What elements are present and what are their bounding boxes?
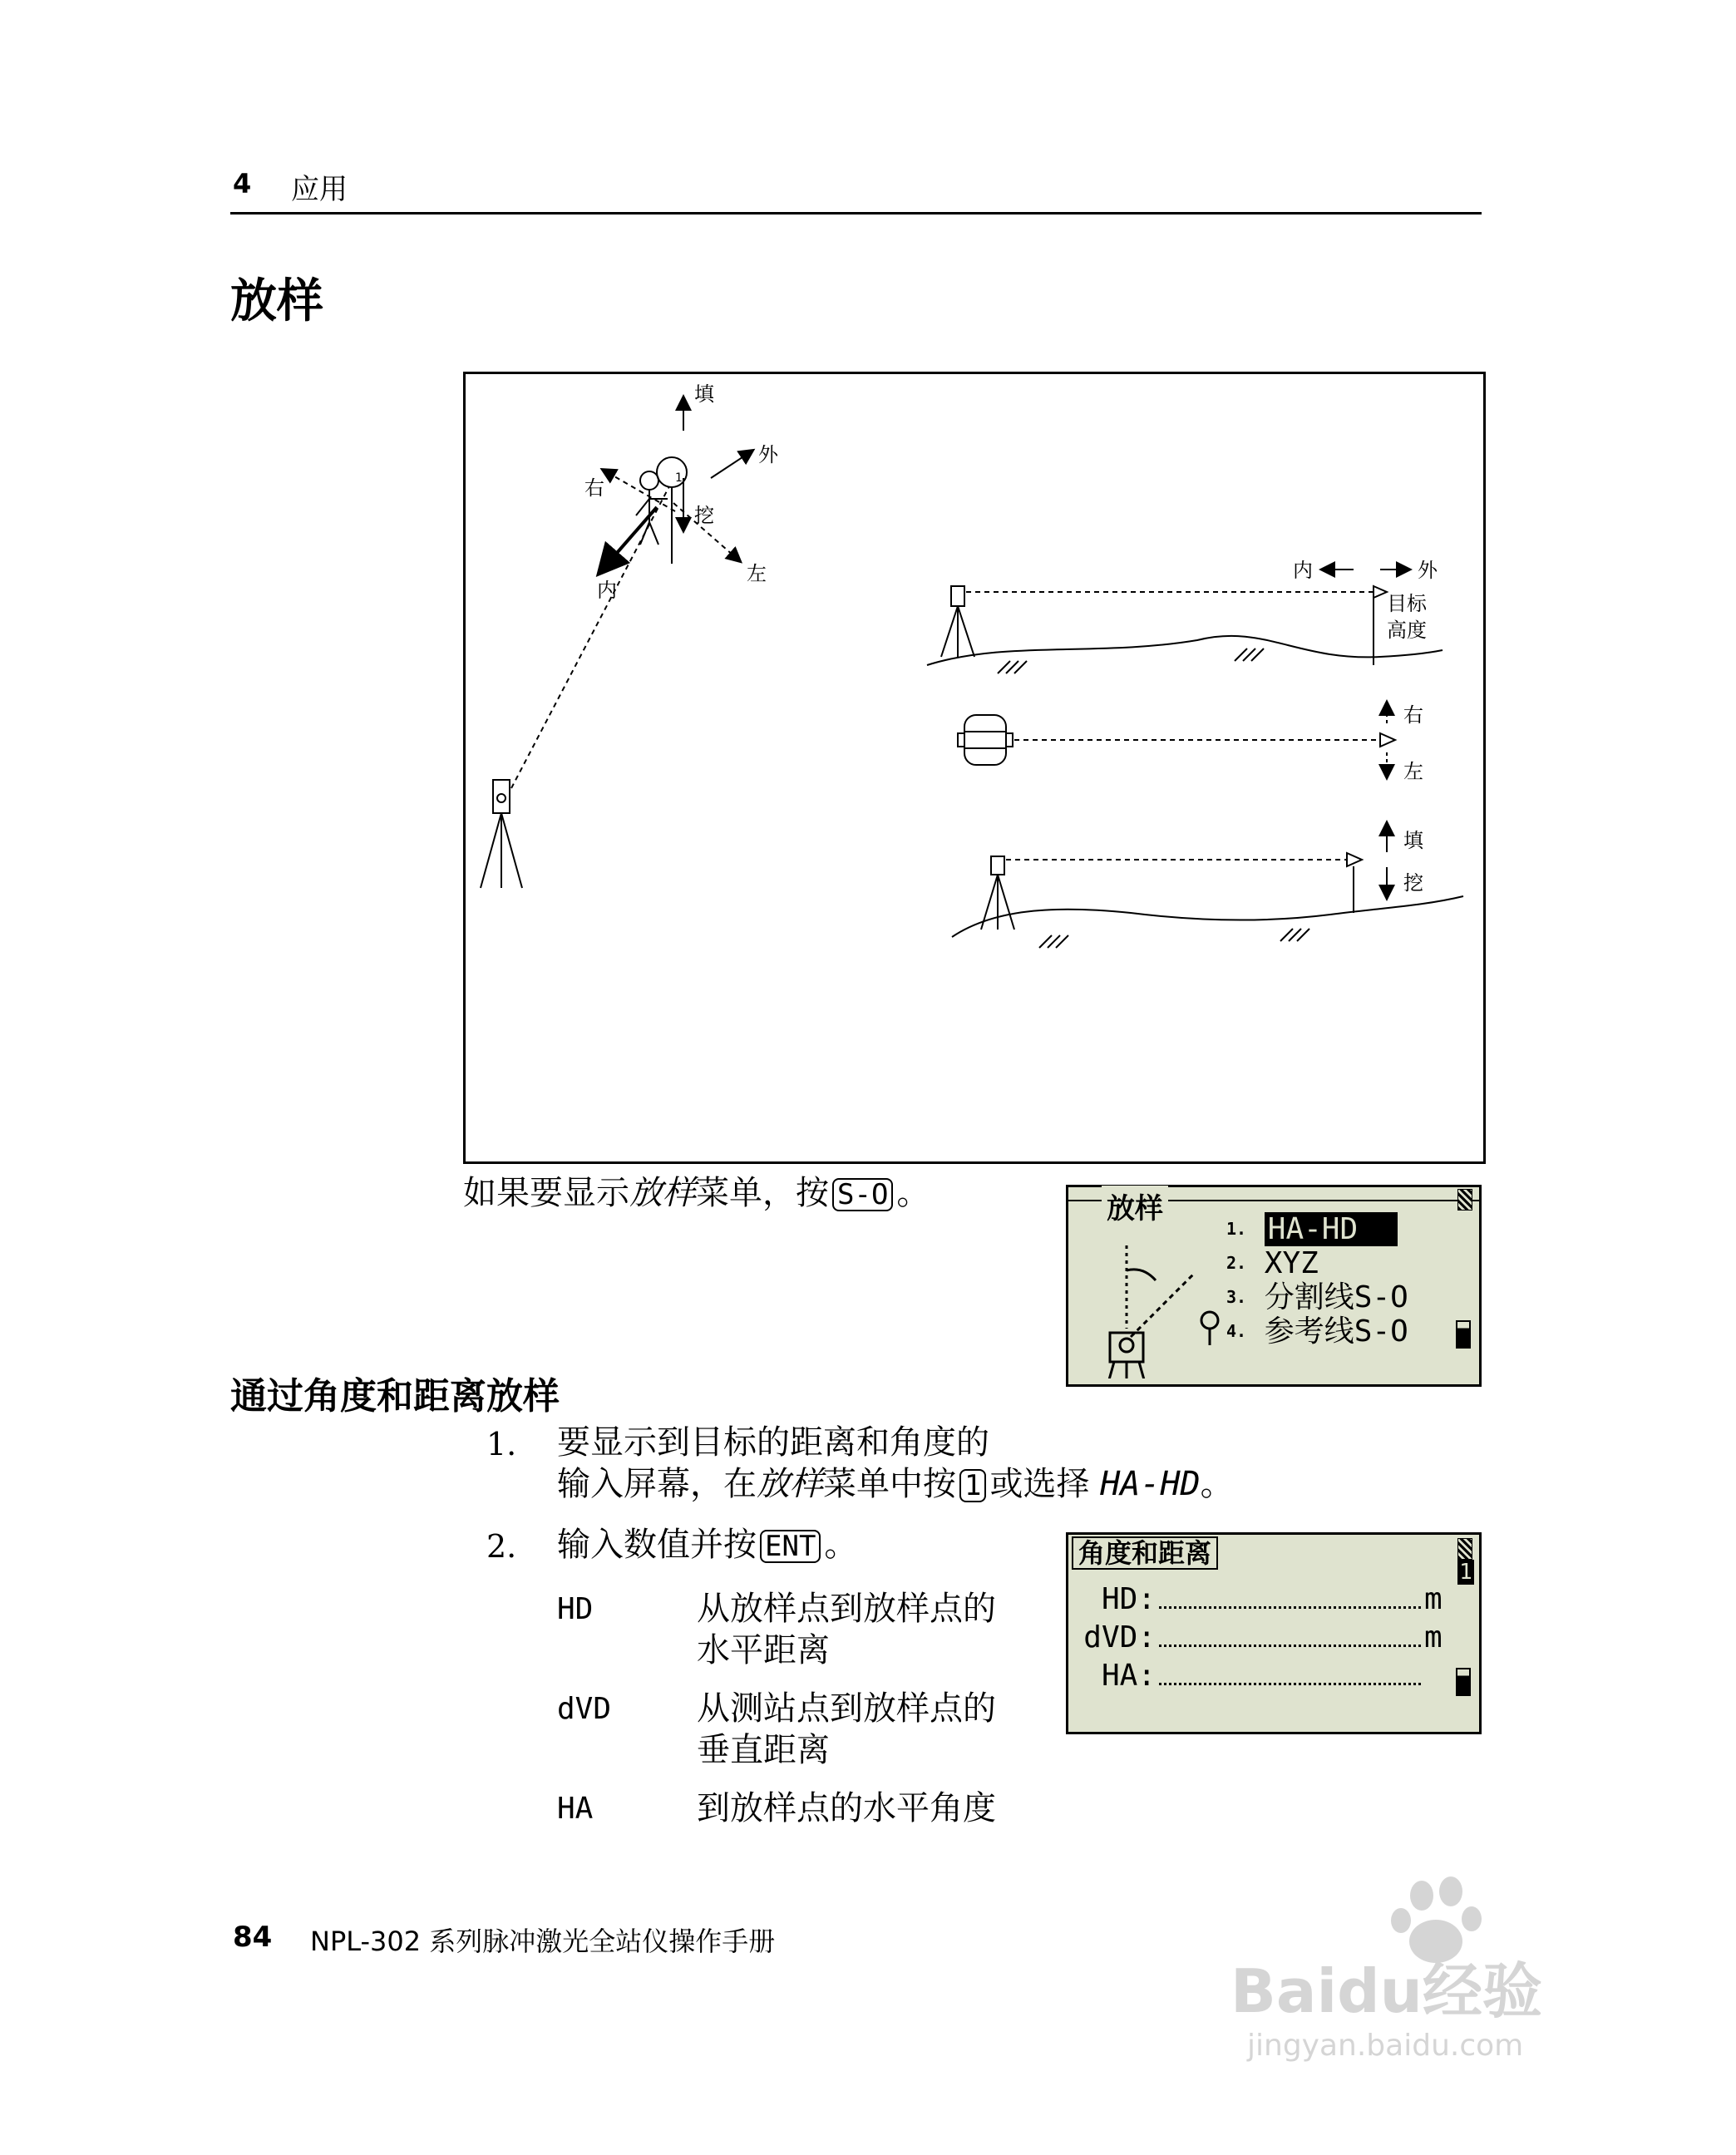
intro-text-2: 菜单，按: [696, 1174, 829, 1212]
so-key[interactable]: S-O: [832, 1178, 893, 1211]
hd-input[interactable]: [1159, 1580, 1421, 1609]
header-rule: [230, 212, 1482, 215]
ent-key[interactable]: ENT: [760, 1530, 821, 1563]
def-desc-hd-2: 水平距离: [697, 1631, 830, 1669]
stakeout-diagram: [463, 372, 1486, 1164]
chapter-number: 4: [233, 168, 252, 200]
label-cut-elev: 挖: [1403, 871, 1423, 895]
label-target-height-1: 目标: [1387, 592, 1427, 615]
dvd-input[interactable]: [1159, 1619, 1421, 1647]
stakeout-menu-screen: [1066, 1185, 1482, 1387]
label-fill-top: 填: [694, 382, 714, 406]
battery-icon: [1456, 1668, 1471, 1696]
chapter-title: 应用: [291, 173, 348, 206]
ha-input[interactable]: [1159, 1657, 1421, 1685]
label-out-side: 外: [1418, 559, 1438, 582]
label-cut-top: 挖: [694, 504, 714, 527]
intro-text: 如果要显示: [463, 1174, 629, 1212]
top-view-instrument: [958, 715, 1013, 765]
label-right-plan: 右: [1403, 703, 1423, 727]
menu-list: [1226, 1212, 1408, 1349]
menu-item-3[interactable]: $^{3.}$ 分割线S-O: [1226, 1280, 1408, 1314]
side-view-instrument: [941, 586, 974, 657]
label-fill-elev: 填: [1403, 829, 1423, 852]
point-marker-label: 1: [675, 471, 683, 485]
ha-field[interactable]: HA:: [1068, 1657, 1443, 1695]
menu-item-1[interactable]: $^{1.}$ HA-HD: [1226, 1212, 1408, 1246]
section-heading: 通过角度和距离放样: [230, 1375, 560, 1418]
stakeout-illustration-icon: [1085, 1237, 1226, 1378]
intro-italic: 放样: [629, 1174, 696, 1212]
footer-title: NPL-302 系列脉冲激光全站仪操作手册: [310, 1926, 776, 1957]
menu-screen-title: 放样: [1102, 1186, 1168, 1226]
label-target-height-2: 高度: [1387, 619, 1427, 642]
label-left-top: 左: [747, 562, 767, 585]
scroll-indicator-icon: [1457, 1189, 1472, 1211]
page-number: 84: [233, 1921, 273, 1954]
page-title: 放样: [230, 274, 323, 328]
watermark-url: jingyan.baidu.com: [1247, 2029, 1524, 2062]
step-2-number: 2.: [486, 1528, 517, 1565]
def-term-ha: HA: [557, 1792, 594, 1826]
label-left-plan: 左: [1403, 760, 1423, 783]
label-out-top: 外: [758, 443, 778, 466]
label-right-top: 右: [584, 476, 604, 500]
battery-icon: [1456, 1320, 1471, 1349]
step-1-line-2: 输入屏幕，在放样菜单中按 1 或选择 HA-HD。: [557, 1465, 1234, 1503]
step-1-line-1: 要显示到目标的距离和角度的: [557, 1423, 989, 1462]
elevation-view-instrument: [981, 856, 1014, 930]
def-term-dvd: dVD: [557, 1692, 612, 1726]
intro-end: 。: [896, 1174, 930, 1212]
page-indicator: 1: [1457, 1560, 1474, 1585]
menu-item-4[interactable]: $^{4.}$ 参考线S-O: [1226, 1314, 1408, 1349]
input-screen-title: 角度和距离: [1072, 1536, 1218, 1570]
intro-paragraph: [463, 1172, 930, 1214]
label-in-top: 内: [597, 579, 617, 602]
baidu-watermark-logo: [1214, 1862, 1630, 2062]
stakeout-diagram-svg: [466, 374, 1483, 1161]
def-term-hd: HD: [557, 1592, 594, 1626]
step-2-text: 输入数值并按 ENT 。: [557, 1526, 858, 1564]
def-desc-dvd-1: 从测站点到放样点的: [697, 1689, 996, 1728]
step-1-number: 1.: [486, 1426, 517, 1462]
menu-item-2[interactable]: $^{2.}$ XYZ: [1226, 1246, 1319, 1280]
watermark-logo-text: Baidu经验: [1230, 1956, 1542, 2026]
hd-field[interactable]: HD: m: [1101, 1582, 1443, 1616]
person-icon: [636, 471, 668, 545]
dvd-field[interactable]: dVD: m: [1083, 1620, 1443, 1654]
scroll-indicator-icon: [1457, 1538, 1472, 1560]
total-station-icon: [481, 780, 522, 888]
def-desc-ha: 到放样点的水平角度: [697, 1789, 996, 1827]
def-desc-hd-1: 从放样点到放样点的: [697, 1590, 996, 1628]
key-1[interactable]: 1: [959, 1469, 986, 1502]
def-desc-dvd-2: 垂直距离: [697, 1731, 830, 1769]
label-in-side: 内: [1293, 559, 1313, 582]
input-fields: [1068, 1580, 1443, 1695]
angle-distance-screen: [1066, 1532, 1482, 1734]
